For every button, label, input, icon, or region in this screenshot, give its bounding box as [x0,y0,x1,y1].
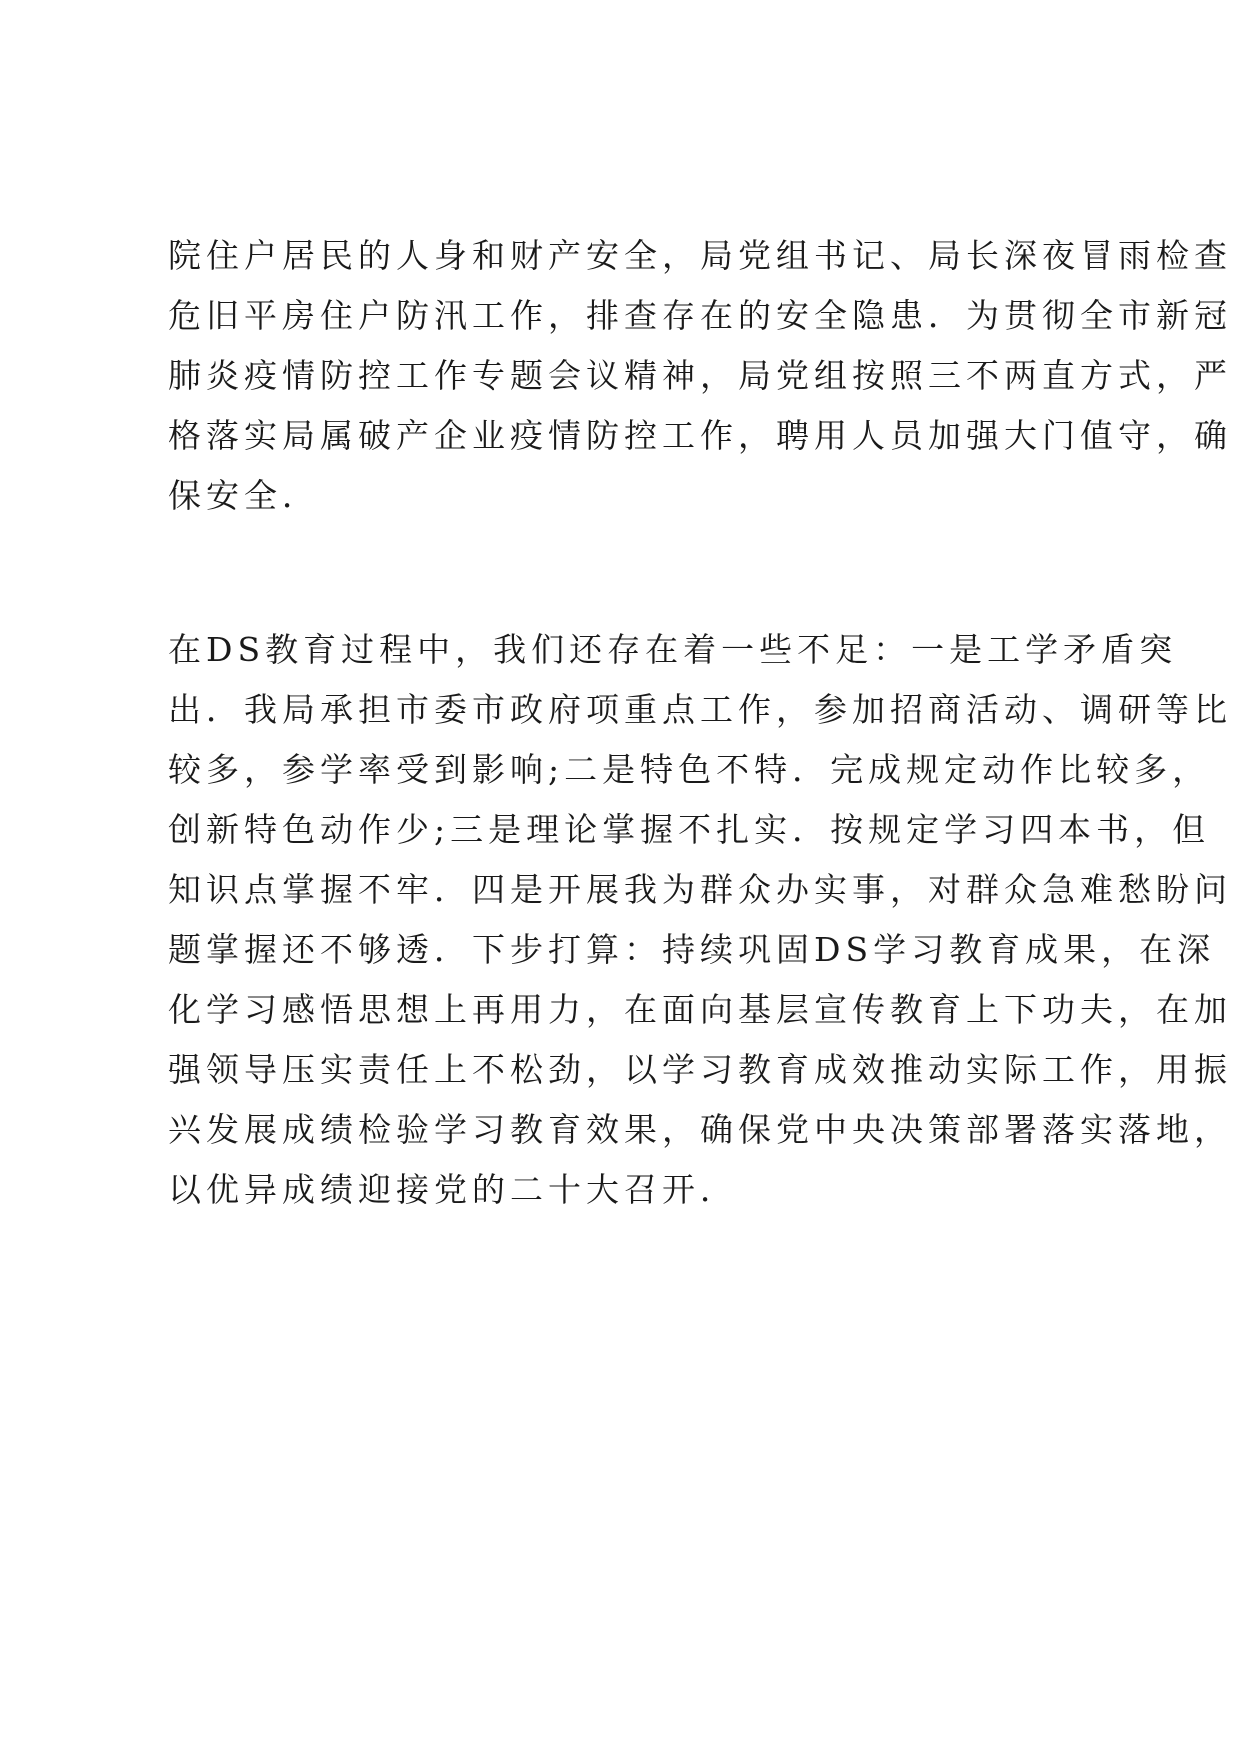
paragraph-line: 创新特色动作少;三是理论掌握不扎实．按规定学习四本书，但 [168,810,1211,849]
paragraph-line: 院住户居民的人身和财产安全，局党组书记、局长深夜冒雨检查 [168,236,1232,275]
paragraph-line: 题掌握还不够透．下步打算：持续巩固DS学习教育成果，在深 [168,930,1216,969]
paragraph-line: 以优异成绩迎接党的二十大召开． [168,1170,738,1209]
paragraph-1 [168,226,1232,526]
paragraph-line: 化学习感悟思想上再用力，在面向基层宣传教育上下功夫，在加 [168,990,1232,1029]
paragraph-line: 兴发展成绩检验学习教育效果，确保党中央决策部署落实落地， [168,1110,1232,1149]
paragraph-line: 危旧平房住户防汛工作，排查存在的安全隐患．为贯彻全市新冠 [168,296,1232,335]
paragraph-line: 肺炎疫情防控工作专题会议精神，局党组按照三不两直方式，严 [168,356,1232,395]
paragraph-line: 较多，参学率受到影响;二是特色不特．完成规定动作比较多， [168,750,1211,789]
paragraph-line: 出．我局承担市委市政府项重点工作，参加招商活动、调研等比 [168,690,1232,729]
paragraph-line: 保安全． [168,476,320,515]
paragraph-line: 在DS教育过程中，我们还存在着一些不足：一是工学矛盾突 [168,630,1178,669]
paragraph-line: 知识点掌握不牢．四是开展我为群众办实事，对群众急难愁盼问 [168,870,1232,909]
paragraph-line: 格落实局属破产企业疫情防控工作，聘用人员加强大门值守，确 [168,416,1232,455]
paragraph-2 [168,620,1232,1220]
paragraph-line: 强领导压实责任上不松劲，以学习教育成效推动实际工作，用振 [168,1050,1232,1089]
